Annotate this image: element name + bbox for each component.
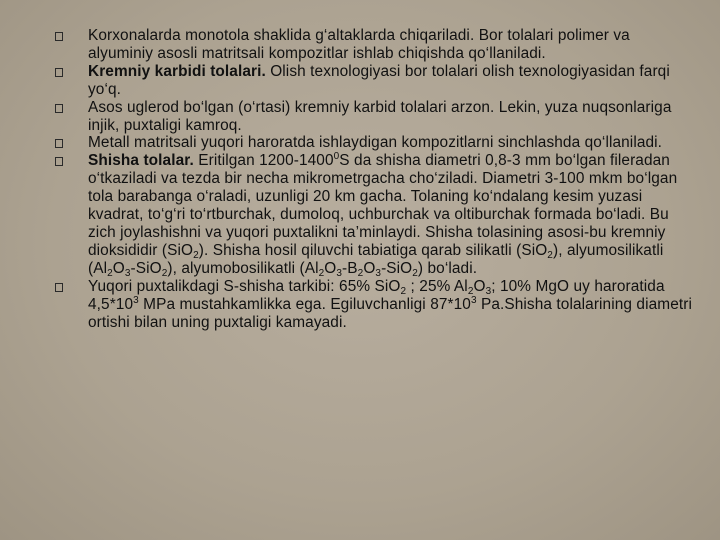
bullet-text: O	[473, 277, 486, 295]
bullet-text: Pa.Shisha tolalarining diametri ortishi bilan uning puxtaligi kamayadi.	[88, 295, 692, 331]
bullet-text: Olish texnologiyasi bor tolalari olish texnologiyasidan farqi yo‘q.	[88, 62, 670, 98]
subscript: 3	[485, 285, 492, 297]
bullet-item-5	[52, 152, 692, 277]
subscript: 2	[547, 249, 553, 261]
bullet-text: MPa mustahkamlikka ega. Egiluvchanligi 87*10	[138, 295, 471, 313]
square-bullet-icon	[55, 283, 63, 292]
subscript: 3	[124, 267, 131, 279]
bullet-heading: Kremniy karbidi tolalari.	[88, 62, 266, 80]
bullet-text: ; 25% Al	[406, 277, 468, 295]
subscript: 2	[107, 267, 113, 279]
subscript: 2	[400, 285, 407, 297]
bullet-text: Yuqori puxtalikdagi S-shisha tarkibi: 65% SiO	[88, 277, 401, 295]
bullet-item-1	[52, 27, 692, 63]
square-bullet-icon	[55, 68, 63, 77]
bullet-text: Eritilgan 1200-1400	[193, 152, 334, 170]
bullet-text: ; 10% MgO uy haroratida 4,5*10	[88, 277, 665, 313]
superscript: 3	[470, 294, 477, 306]
bullet-text: O	[112, 259, 125, 277]
superscript: 0	[333, 151, 340, 163]
bullet-item-4	[52, 134, 692, 152]
bullet-text: ) bo‘ladi.	[417, 259, 478, 277]
bullet-text: ), alyumobosilikatli (Al	[167, 259, 319, 277]
subscript: 3	[375, 267, 382, 279]
bullet-list	[52, 27, 692, 331]
subscript: 2	[467, 285, 474, 297]
bullet-text: -SiO	[130, 259, 162, 277]
square-bullet-icon	[55, 157, 63, 166]
subscript: 3	[336, 267, 343, 279]
bullet-text: ). Shisha hosil qiluvchi tabiatiga qarab silikatli (SiO	[198, 241, 548, 259]
bullet-text: Korxonalarda monotola shaklida g‘altaklarda chiqariladi. Bor tolalari polimer va alyuminiy asosli matritsali kompozitlar ishlab chiqishda qo‘llaniladi.	[88, 27, 630, 62]
subscript: 2	[357, 267, 364, 279]
subscript: 2	[161, 267, 168, 279]
bullet-text: S da shisha diametri 0,8-3 mm bo‘lgan fileradan o‘tkaziladi va tezda bir necha mikrometrgacha cho‘ziladi. Diametri 3-100 mkm bo‘lgan tola barabanga o‘raladi, uzunligi 20 km gacha. Tolaning ko‘ndalang kesim yuzasi kvadrat, to‘g‘ri to‘rtburchak, dumoloq, uchburchak va oltiburchak formada bo‘ladi. Bu zich joylashishni va yuqori puxtalikni ta’minlaydi. Shisha tolasining asosi-bu kremniy dioksididir (SiO	[88, 152, 678, 259]
square-bullet-icon	[55, 104, 63, 113]
bullet-heading: Shisha tolalar.	[88, 152, 194, 170]
superscript: 3	[133, 294, 139, 306]
bullet-text: Asos uglerod bo‘lgan (o‘rtasi) kremniy karbid tolalari arzon. Lekin, yuza nuqsonlariga injik, puxtaligi kamroq.	[88, 98, 672, 134]
bullet-text: O	[363, 259, 376, 277]
bullet-item-3	[52, 99, 692, 135]
subscript: 2	[412, 267, 418, 279]
subscript: 2	[318, 267, 325, 279]
square-bullet-icon	[55, 32, 63, 41]
bullet-item-2	[52, 63, 692, 99]
square-bullet-icon	[55, 139, 63, 148]
bullet-text: Metall matritsali yuqori haroratda ishlaydigan kompozitlarni sinchlashda qo‘llaniladi.	[88, 134, 663, 152]
bullet-text: O	[324, 259, 337, 277]
bullet-text: -B	[342, 259, 358, 277]
bullet-text: -SiO	[381, 259, 413, 277]
bullet-item-6	[52, 278, 692, 332]
bullet-text: ), alyumosilikatli (Al	[88, 241, 664, 277]
subscript: 2	[193, 249, 199, 261]
